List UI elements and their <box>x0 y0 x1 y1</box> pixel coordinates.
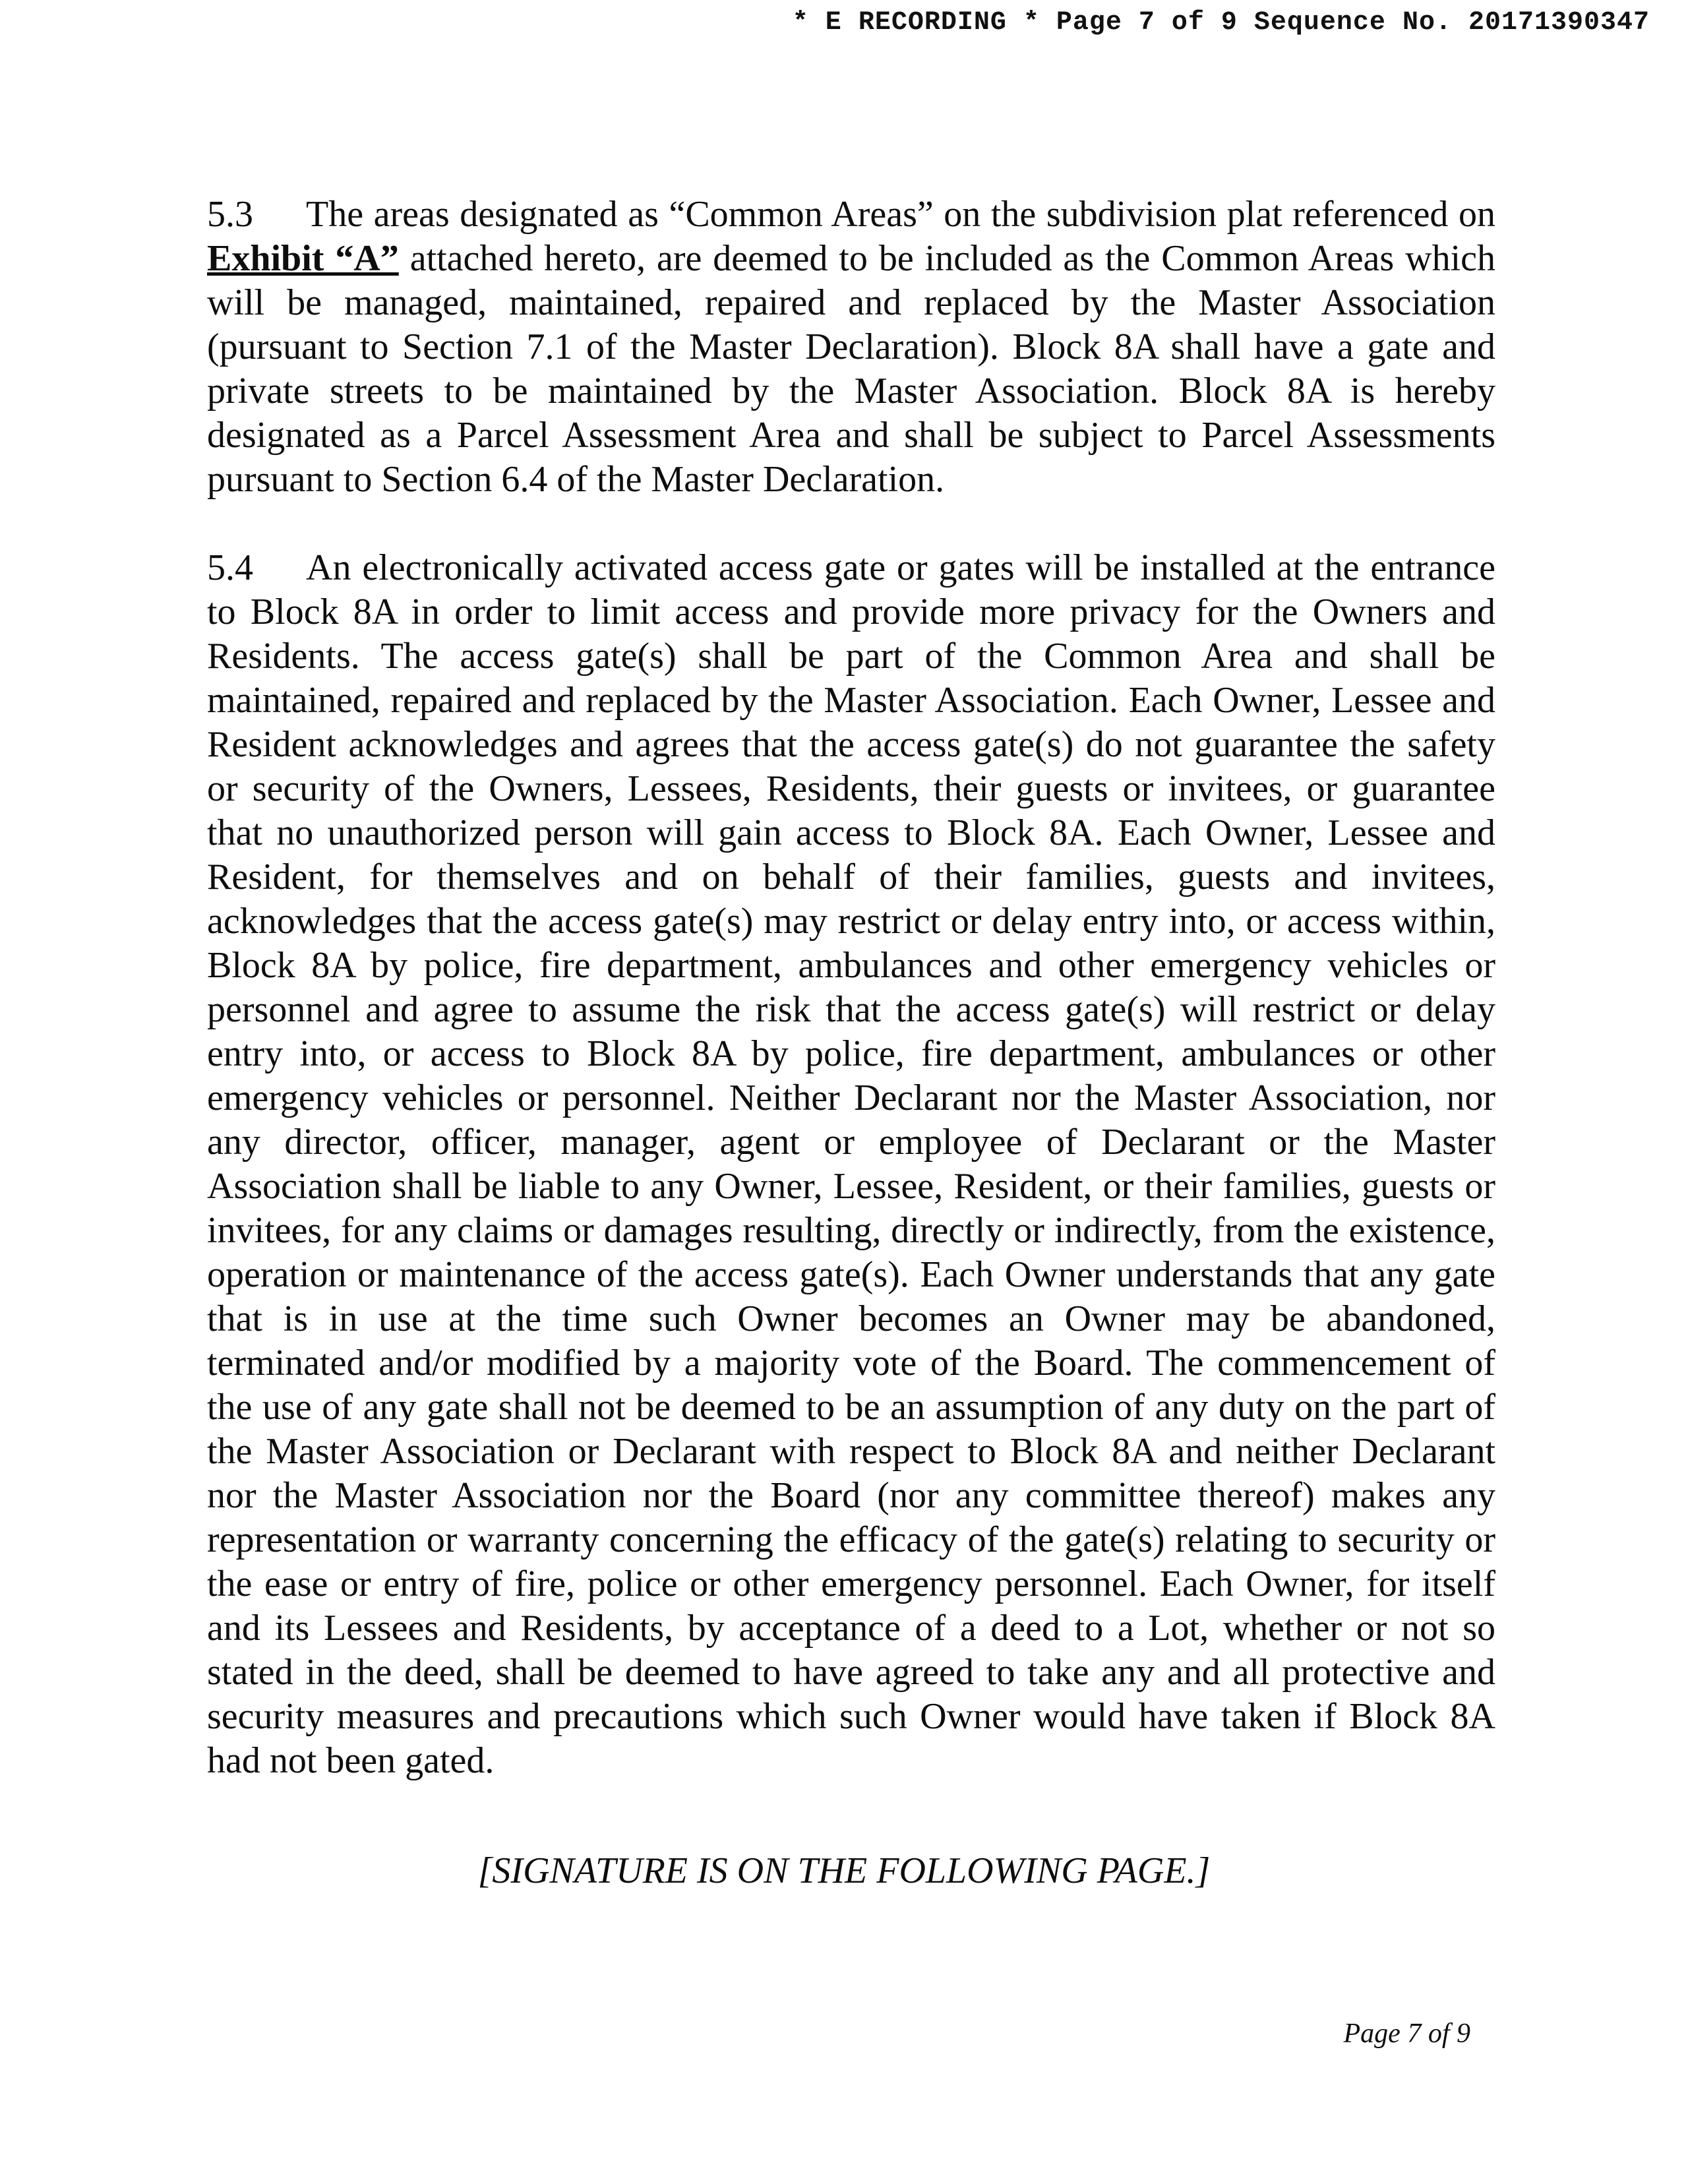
section-5-4-number: 5.4 <box>207 547 253 588</box>
section-5-4-text: An electronically activated access gate or gates will be installed at the entrance to Block 8A in order to limit access and provide more privacy for the Owners and Residents. The access gate(s) shall be part of the Common Area and shall be maintained, repaired and replaced by the Master Association. Each Owner, Lessee and Resident acknowledges and agrees that the access gate(s) do not guarantee the safety or security of the Owners, Lessees, Residents, their guests or invitees, or guarantee that no unauthorized person will gain access to Block 8A. Each Owner, Lessee and Resident, for themselves and on behalf of their families, guests and invitees, acknowledges that the access gate(s) may restrict or delay entry into, or access within, Block 8A by police, fire department, ambulances and other emergency vehicles or personnel and agree to assume the risk that the access gate(s) will restrict or delay entry into, or access to Block 8A by police, fire department, ambulances or other emergency vehicles or personnel. Neither Declarant nor the Master Association, nor any director, officer, manager, agent or employee of Declarant or the Master Association shall be liable to any Owner, Lessee, Resident, or their families, guests or invitees, for any claims or damages resulting, directly or indirectly, from the existence, operation or maintenance of the access gate(s). Each Owner understands that any gate that is in use at the time such Owner becomes an Owner may be abandoned, terminated and/or modified by a majority vote of the Board. The commencement of the use of any gate shall not be deemed to be an assumption of any duty on the part of the Master Association or Declarant with respect to Block 8A and neither Declarant nor the Master Association nor the Board (nor any committee thereof) makes any representation or warranty concerning the efficacy of the gate(s) relating to security or the ease or entry of fire, police or other emergency personnel. Each Owner, for itself and its Lessees and Residents, by acceptance of a deed to a Lot, whether or not so stated in the deed, shall be deemed to have agreed to take any and all protective and security measures and precautions which such Owner would have taken if Block 8A had not been gated. <box>207 547 1495 1781</box>
section-5-3-text-before: The areas designated as “Common Areas” on the subdivision plat referenced on <box>306 194 1495 235</box>
page-number-footer: Page 7 of 9 <box>1343 2018 1470 2049</box>
section-5-4-paragraph <box>207 546 1495 1783</box>
signature-note: [SIGNATURE IS ON THE FOLLOWING PAGE.] <box>477 1850 1211 1891</box>
section-5-3-text-after: attached hereto, are deemed to be included as the Common Areas which will be managed, maintained, repaired and replaced by the Master Association (pursuant to Section 7.1 of the Master Declaration). Block 8A shall have a gate and private streets to be maintained by the Master Association. Block 8A is hereby designated as a Parcel Assessment Area and shall be subject to Parcel Assessments pursuant to Section 6.4 of the Master Declaration. <box>207 238 1495 500</box>
exhibit-a-reference: Exhibit “A” <box>207 238 399 279</box>
section-5-3-number: 5.3 <box>207 194 253 235</box>
recording-header: * E RECORDING * Page 7 of 9 Sequence No. 20171390347 <box>792 8 1650 38</box>
document-body <box>207 193 1495 1783</box>
section-5-3-paragraph <box>207 193 1495 502</box>
